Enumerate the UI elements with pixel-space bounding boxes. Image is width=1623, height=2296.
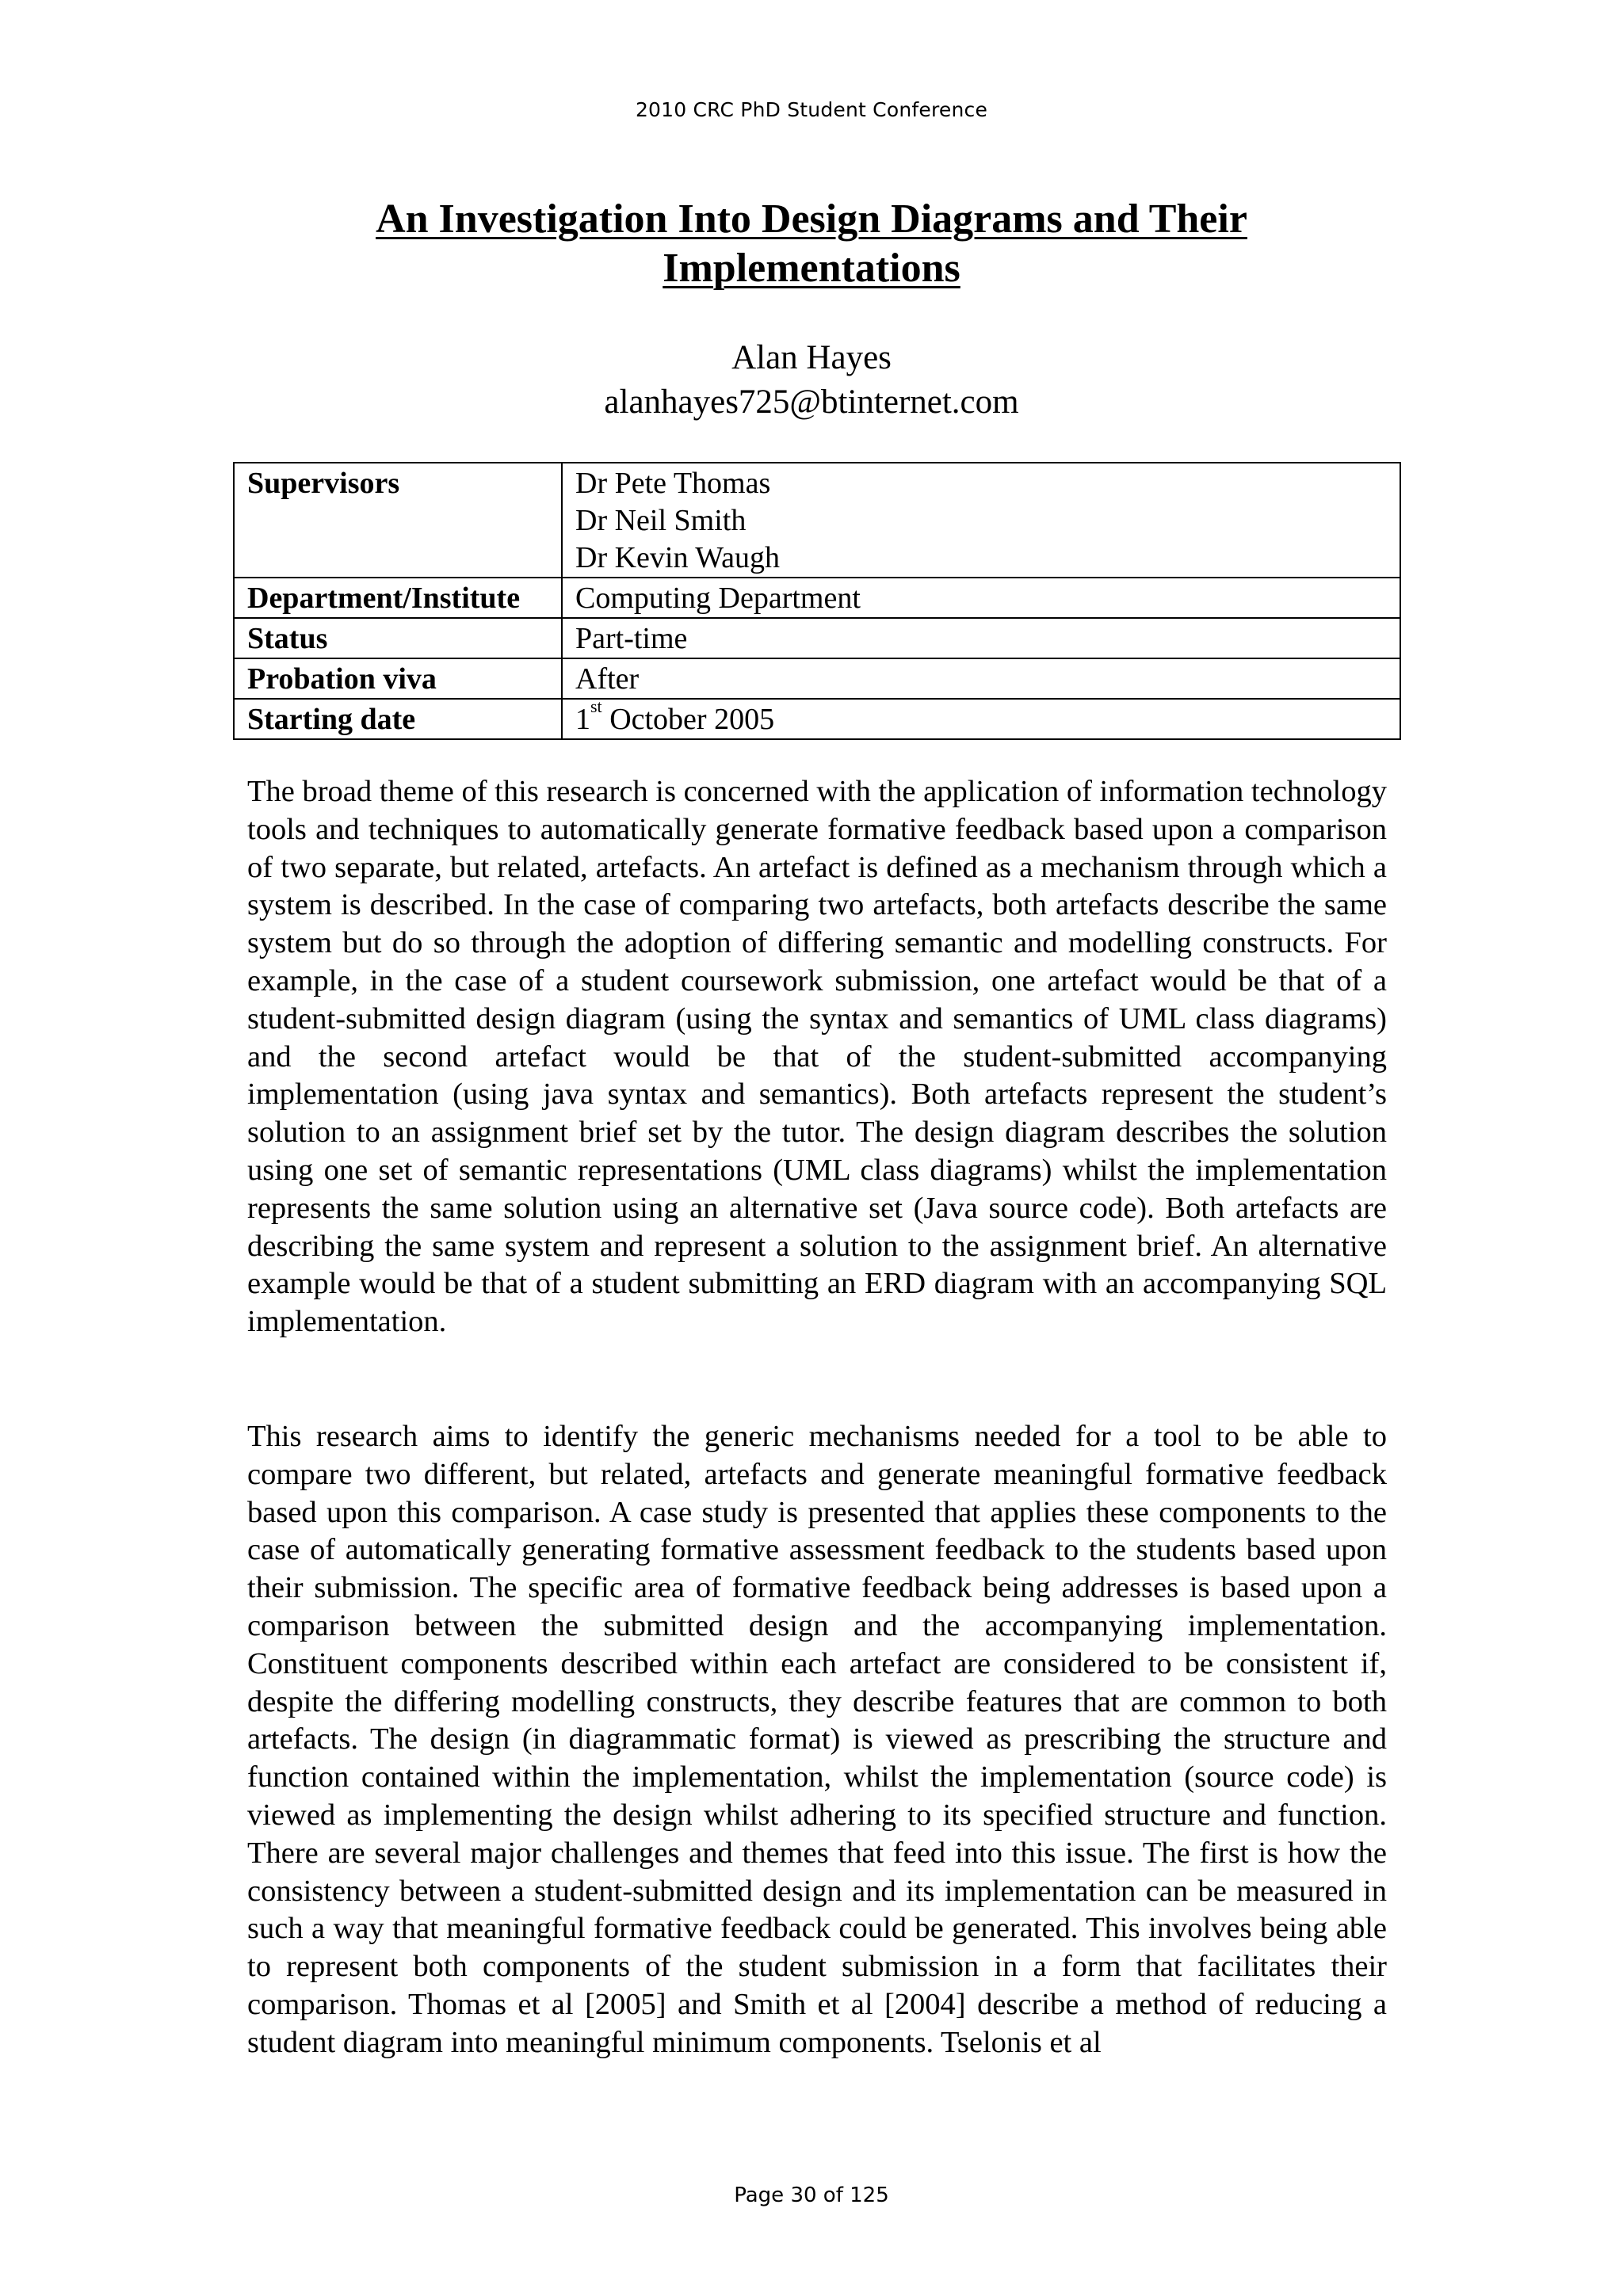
table-row	[234, 463, 1400, 578]
table-row	[234, 578, 1400, 618]
supervisor-2: Dr Neil Smith	[575, 504, 747, 537]
title-line-2: Implementations	[663, 246, 960, 291]
probation-value: After	[562, 658, 1400, 699]
probation-label: Probation viva	[234, 658, 562, 699]
author-email: alanhayes725@btinternet.com	[604, 383, 1019, 421]
table-row	[234, 618, 1400, 658]
body-paragraph-1: The broad theme of this research is concerned with the application of information technology tools and techniques to automatically generate formative feedback based upon a comparison of two separate, but related, artefacts. An artefact is defined as a mechanism through which a system is described. In the case of comparing two artefacts, both artefacts describe the same system but do so through the adoption of differing semantic and modelling constructs. For example, in the case of a student coursework submission, one artefact would be that of a student-submitted design diagram (using the syntax and semantics of UML class diagrams) and the second artefact would be that of the student-submitted accompanying implementation (using java syntax and semantics). Both artefacts represent the student’s solution to an assignment brief set by the tutor. The design diagram describes the solution using one set of semantic representations (UML class diagrams) whilst the implementation represents the same solution using an alternative set (Java source code). Both artefacts are describing the same system and represent a solution to the assignment brief. An alternative example would be that of a student submitting an ERD diagram with an accompanying SQL implementation.	[247, 775, 1387, 1339]
starting-date-rest: October 2005	[601, 703, 775, 736]
starting-date-day: 1	[575, 703, 590, 736]
supervisor-1: Dr Pete Thomas	[575, 467, 771, 500]
status-label: Status	[234, 618, 562, 658]
table-row	[234, 699, 1400, 739]
author-block	[0, 336, 1623, 425]
supervisors-value	[562, 463, 1400, 578]
supervisor-3: Dr Kevin Waugh	[575, 541, 780, 574]
title-line-1: An Investigation Into Design Diagrams and Their	[376, 196, 1247, 242]
status-value: Part-time	[562, 618, 1400, 658]
page-number-footer: Page 30 of 125	[734, 2183, 889, 2207]
supervisors-label: Supervisors	[234, 463, 562, 578]
table-row	[234, 658, 1400, 699]
running-header: 2010 CRC PhD Student Conference	[635, 98, 988, 121]
body-paragraph-2: This research aims to identify the generic mechanisms needed for a tool to be able to compare two different, but related, artefacts and generate meaningful formative feedback based upon this comparison. A case study is presented that applies these components to the case of automatically generating formative assessment feedback to the students based upon their submission. The specific area of formative feedback being addresses is based upon a comparison between the submitted design and the accompanying implementation. Constituent components described within each artefact are considered to be consistent if, despite the differing modelling constructs, they describe features that are common to both artefacts. The design (in diagrammatic format) is viewed as prescribing the structure and function contained within the implementation, whilst the implementation (source code) is viewed as implementing the design whilst adhering to its specified structure and function. There are several major challenges and themes that feed into this issue. The first is how the consistency between a student-submitted design and its implementation can be measured in such a way that meaningful formative feedback could be generated. This involves being able to represent both components of the student submission in a form that facilitates their comparison. Thomas et al [2005] and Smith et al [2004] describe a method of reducing a student diagram into meaningful minimum components. Tselonis et al	[247, 1420, 1387, 2059]
department-value: Computing Department	[562, 578, 1400, 618]
starting-date-value	[562, 696, 1400, 739]
paper-title	[0, 195, 1623, 293]
department-label: Department/Institute	[234, 578, 562, 618]
starting-date-suffix: st	[590, 696, 602, 716]
student-info-table	[233, 462, 1401, 740]
starting-date-label: Starting date	[234, 699, 562, 739]
author-name: Alan Hayes	[731, 339, 892, 376]
